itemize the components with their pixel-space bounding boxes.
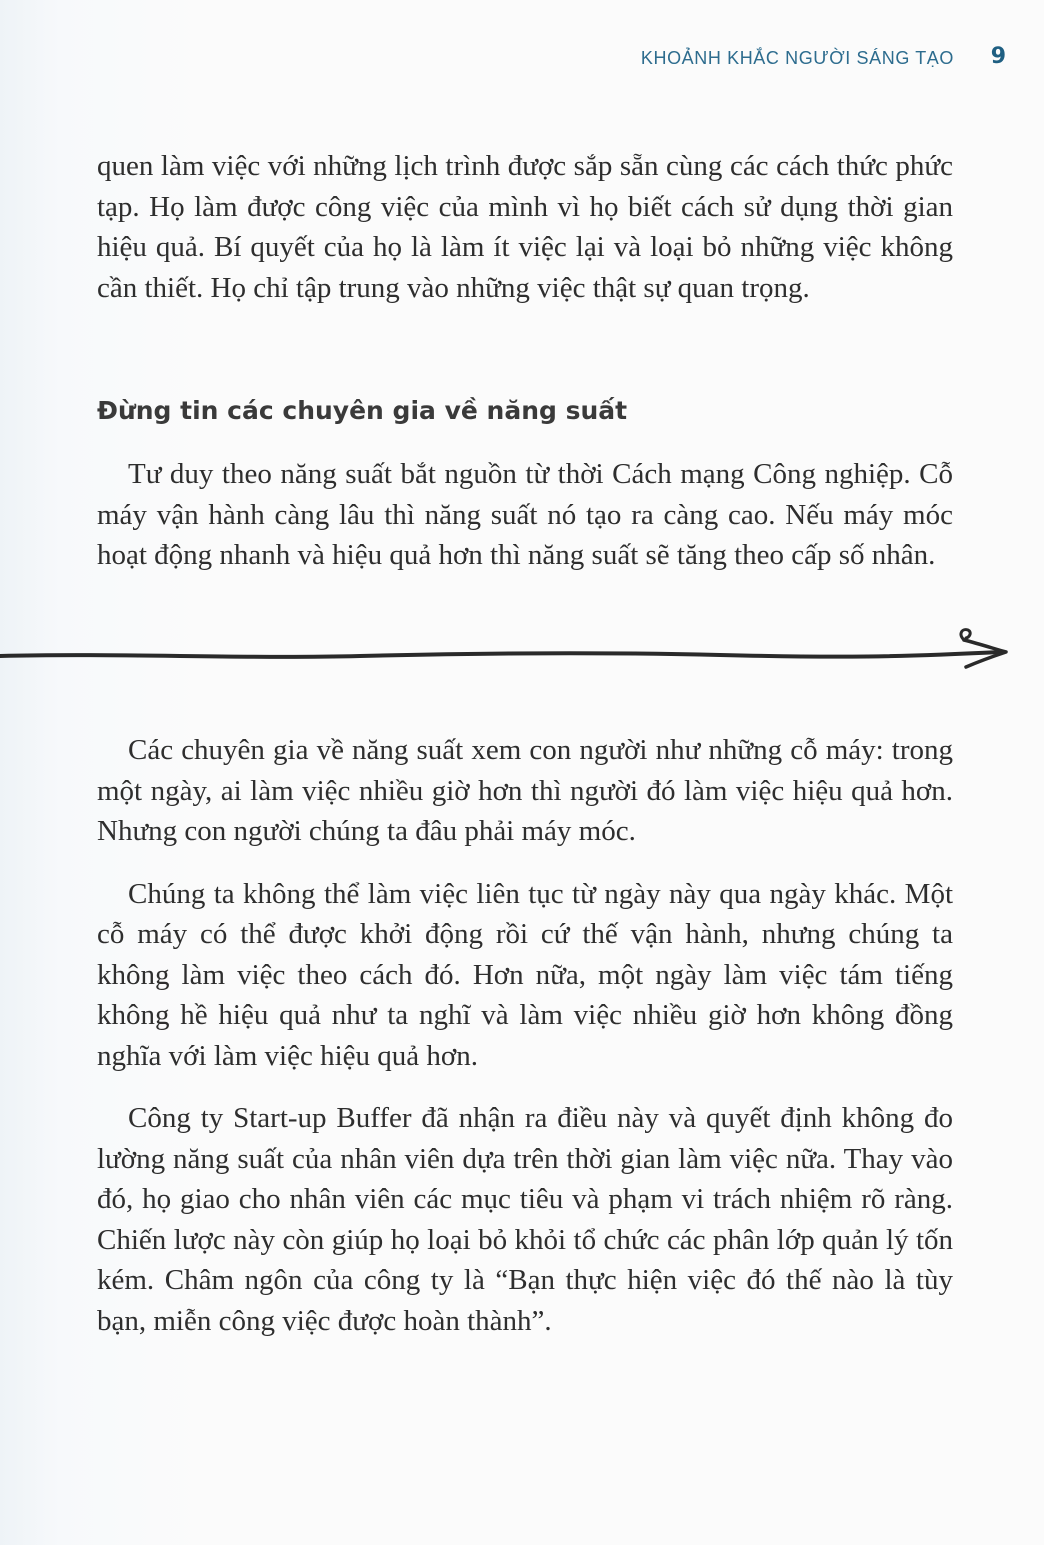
paragraph: Chúng ta không thể làm việc liên tục từ ngày này qua ngày khác. Một cỗ máy có thể được khởi động rồi cứ thế vận hành, nhưng chúng ta không làm việc theo cách đó. Hơn nữa, một ngày làm việc tám tiếng không hề hiệu quả như ta nghĩ và làm việc nhiều giờ hơn không đồng nghĩa với làm việc hiệu quả hơn. (97, 877, 953, 1072)
section-intro-block (97, 454, 953, 576)
running-head: KHOẢNH KHẮC NGƯỜI SÁNG TẠO (640, 48, 954, 68)
paragraph: quen làm việc với những lịch trình được sắp sẵn cùng các cách thức phức tạp. Họ làm được công việc của mình vì họ biết cách sử dụng thời gian hiệu quả. Bí quyết của họ là làm ít việc lại và loại bỏ những việc không cần thiết. Họ chỉ tập trung vào những việc thật sự quan trọng. (97, 150, 953, 304)
section-heading: Đừng tin các chuyên gia về năng suất (97, 396, 628, 425)
opening-text-block (97, 146, 953, 308)
body-text-block (97, 730, 953, 1341)
paragraph: Các chuyên gia về năng suất xem con người như những cỗ máy: trong một ngày, ai làm việc nhiều giờ hơn thì người đó làm việc hiệu quả hơn. Nhưng con người chúng ta đâu phải máy móc. (97, 734, 953, 847)
hand-drawn-arrow-icon (0, 622, 1044, 682)
paragraph: Công ty Start-up Buffer đã nhận ra điều này và quyết định không đo lường năng suất của nhân viên dựa trên thời gian làm việc nữa. Thay vào đó, họ giao cho nhân viên các mục tiêu và phạm vi trách nhiệm rõ ràng. Chiến lược này còn giúp họ loại bỏ khỏi tổ chức các phân lớp quản lý tốn kém. Châm ngôn của công ty là “Bạn thực hiện việc đó thế nào là tùy bạn, miễn công việc được hoàn thành”. (97, 1102, 953, 1337)
paragraph: Tư duy theo năng suất bắt nguồn từ thời Cách mạng Công nghiệp. Cỗ máy vận hành càng lâu thì năng suất nó tạo ra càng cao. Nếu máy móc hoạt động nhanh và hiệu quả hơn thì năng suất sẽ tăng theo cấp số nhân. (97, 458, 953, 571)
page-number: 9 (990, 44, 1006, 69)
